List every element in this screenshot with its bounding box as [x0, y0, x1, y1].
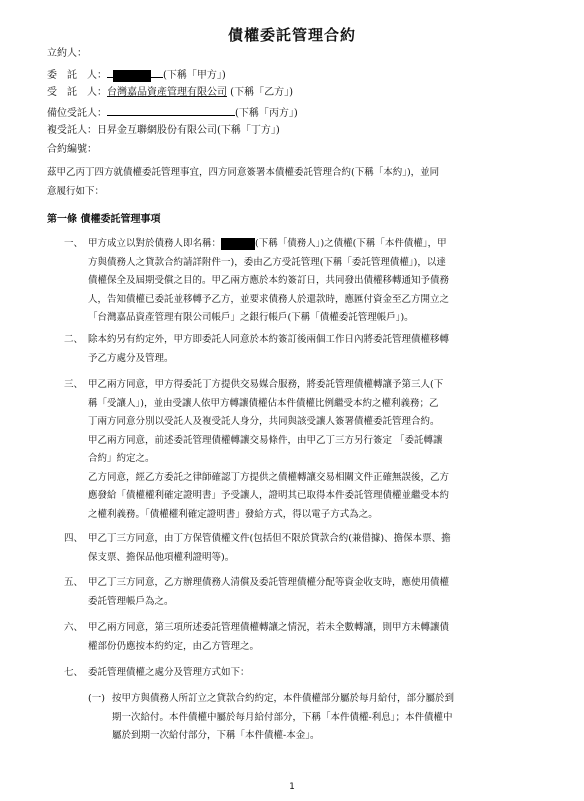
clause-6-line-1: 甲乙兩方同意，第三項所述委託管理債權轉讓之情況，若未全數轉讓，則甲方未轉讓債	[88, 622, 450, 633]
clause-3-line-6: 乙方同意，經乙方委託之律師確認丁方提供之債權轉讓交易相關文件正確無誤後，乙方	[88, 471, 450, 483]
clause-2	[88, 331, 548, 368]
clause-1-line-4: 人，告知債權已委託並移轉予乙方，並要求債務人於還款時，應匯付資金至乙方開立之	[88, 293, 450, 305]
clause-6	[88, 619, 548, 656]
party-b-name: 台灣嘉品資產管理有限公司	[107, 87, 227, 98]
party-b-label: 受 託 人：	[47, 87, 107, 98]
parties-intro: 立約人：	[47, 48, 87, 59]
clause-3-line-2: 稱「受讓人」)，並由受讓人依甲方轉讓債權佔本件債權比例繼受本約之權利義務；乙	[88, 397, 439, 409]
clause-2-number: 二、	[64, 334, 84, 345]
clause-3-line-7: 應發給「債權權利確定證明書」予受讓人，證明其已取得本件委託管理債權並繼受本約	[88, 490, 450, 501]
clause-5-line-1: 甲乙丁三方同意，乙方辦理債務人清償及委託管理債權分配等資金收支時，應使用債權	[88, 577, 450, 588]
clause-3	[88, 376, 548, 524]
section-1-title: 第一條 債權委託管理事項	[47, 214, 161, 225]
party-c-line	[47, 106, 298, 120]
clause-1-lead-text: 甲方成立以對於債務人即名稱：	[88, 238, 222, 249]
clause-4	[88, 530, 548, 567]
clause-3-line-3: 丁兩方同意分別以受託人及複受託人身分，共同與該受讓人簽署債權委託管理合約。	[88, 416, 440, 427]
clause-5-line-2: 委託管理帳戶為之。	[88, 595, 174, 607]
party-d-suffix: (下稱「丁方」)	[217, 125, 280, 136]
clause-3-line-8: 之權利義務。「債權權利確定證明書」發給方式，得以電子方式為之。	[88, 508, 378, 520]
subclause-1-line-2: 期一次給付。本件債權中屬於每月給付部分，下稱「本件債權-利息」；本件債權中	[112, 711, 453, 723]
party-b-suffix: (下稱「乙方」)	[227, 87, 293, 98]
clause-7	[88, 664, 548, 683]
clause-4-line-2: 保支票、擔保品他項權利證明等)。	[88, 551, 235, 563]
clause-6-line-2: 權部份仍應按本約約定，由乙方管理之。	[88, 640, 260, 652]
party-a-redaction	[113, 70, 151, 82]
clause-3-line-5: 合約」約定之。	[88, 453, 155, 464]
clause-7-number: 七、	[64, 667, 84, 678]
clause-1-line-2: 方與債務人之貸款合約請詳附件一)，委由乙方受託管理(下稱「委託管理債權」)，以達	[88, 256, 446, 268]
party-c-label: 備位受託人：	[47, 108, 107, 119]
clause-1-after-redaction: (下稱「債務人」)之債權(下稱「本件債權」，甲	[255, 238, 447, 249]
clause-1-line-3: 債權保全及屆期受償之目的。甲乙兩方應於本約簽訂日，共同發出債權移轉通知予債務	[88, 275, 450, 286]
clause-5	[88, 574, 548, 611]
document-title: 債權委託管理合約	[227, 26, 356, 44]
clause-3-number: 三、	[64, 379, 84, 390]
preamble	[47, 164, 547, 201]
clause-1-line-5: 「台灣嘉品資產管理有限公司帳戶」之銀行帳戶(下稱「債權委託管理帳戶」)。	[88, 312, 414, 323]
clause-3-line-1: 甲乙兩方同意，甲方得委託丁方提供交易媒合服務，將委託管理債權轉讓予第三人(下	[88, 379, 444, 390]
party-d-name: 日昇金互聯網股份有限公司	[97, 125, 217, 136]
clause-1	[88, 235, 548, 328]
clause-5-number: 五、	[64, 577, 84, 588]
clause-7-line-1: 委託管理債權之處分及管理方式如下：	[88, 667, 250, 678]
subclause-1-line-1: 按甲方與債務人所訂立之貸款合約約定，本件債權部分屬於每月給付，部分屬於到	[112, 693, 455, 704]
page-number: 1	[289, 782, 295, 792]
clause-1-number: 一、	[64, 238, 84, 249]
clause-6-number: 六、	[64, 622, 84, 633]
clause-4-line-1: 甲乙丁三方同意，由丁方保管債權文件(包括但不限於貸款合約(兼借據)、擔保本票、擔	[88, 533, 451, 544]
party-b-line	[47, 87, 293, 99]
subclause-1	[112, 690, 548, 746]
party-a-blank-right	[151, 68, 163, 78]
party-a-line	[47, 68, 226, 82]
contract-number-label: 合約編號：	[47, 144, 97, 155]
subclause-1-number: (一)	[88, 693, 105, 704]
debtor-name-redaction	[221, 238, 255, 250]
clause-2-line-2: 予乙方處分及管理。	[88, 352, 174, 364]
subclause-1-line-3: 屬於到期一次給付部分，下稱「本件債權-本金」。	[112, 730, 320, 741]
preamble-line-1: 茲甲乙丙丁四方就債權委託管理事宜，四方同意簽署本債權委託管理合約(下稱「本約」)，並同	[47, 167, 440, 178]
party-c-suffix: (下稱「丙方」)	[235, 108, 298, 119]
clause-1-line-1	[88, 235, 548, 254]
party-d-label: 複受託人：	[47, 125, 97, 136]
clause-2-line-1: 除本約另有約定外，甲方即委託人同意於本約簽訂後兩個工作日內將委託管理債權移轉	[88, 334, 450, 345]
clause-3-line-4: 甲乙兩方同意，前述委託管理債權轉讓交易條件，由甲乙丁三方另行簽定 「委託轉讓	[88, 434, 443, 446]
party-a-suffix: (下稱「甲方」)	[163, 70, 226, 81]
party-a-label: 委 託 人：	[47, 70, 107, 81]
party-c-blank	[107, 106, 235, 116]
clause-4-number: 四、	[64, 533, 84, 544]
preamble-line-2: 意履行如下：	[47, 185, 105, 197]
party-d-line	[47, 125, 280, 137]
